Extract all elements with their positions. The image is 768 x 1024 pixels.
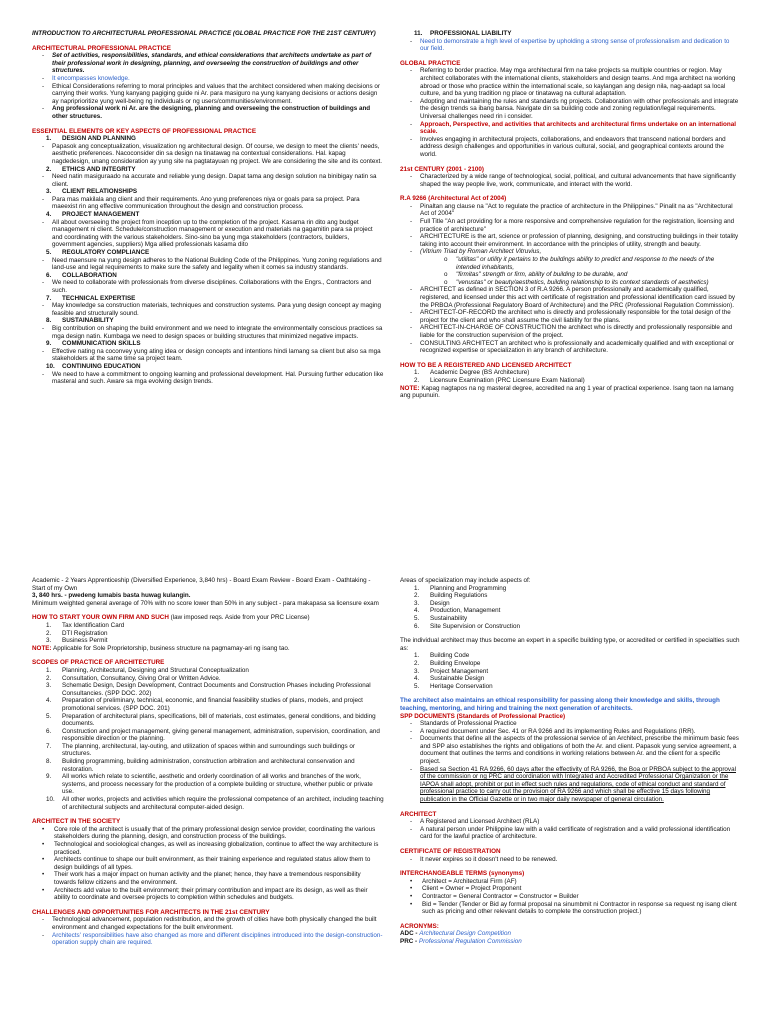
section-title-21st-century: 21st CENTURY (2001 - 2100) xyxy=(400,165,484,173)
list-item: - Involves engaging in architectural projects, collaborations, and endeavors that transcend national borders and address design challenges and opportunities in various cultural, social, and geographical contexts around the world. xyxy=(410,135,726,158)
intro-hours: 3, 840 hrs. - pwedeng lumabis basta huwag kulangin. xyxy=(32,592,191,600)
list-item xyxy=(32,826,384,841)
element-heading xyxy=(32,211,384,219)
list-item xyxy=(400,607,740,615)
section-title-spp: SPP DOCUMENTS (Standards of Professional Practice) xyxy=(400,712,566,720)
list-number: 2. xyxy=(46,674,52,682)
dash-marker: - xyxy=(42,218,45,226)
triad-item: o "venustas" or beauty/aesthetics, building relationship to its context standards of aesthetics) xyxy=(444,278,709,286)
element-number: 6. xyxy=(46,271,52,279)
element-number: 7. xyxy=(46,294,52,302)
list-number: 1. xyxy=(414,652,420,660)
list-item: - Based sa Section 41 RA 9266, 60 days after the effectivity of RA 9266, the Boa or PRBOA subject to the approval of the commission or ng PRC and coordination with Integrated and Accredited Professional Organization or the IAPOA shall adopt, prohibit or put in effect such rules and regulations, code of ethical conduct and standard of professional practice to carry out the provision of RA 9266 and which shall be effective 15 days following publication in the Official Gazette or in two major daily newspaper of general circulation. xyxy=(410,765,736,804)
list-item: - A Registered and Licensed Architect (RLA) xyxy=(410,818,540,826)
list-item: - Need to demonstrate a high level of expertise by upholding a strong sense of professionalism and dedication to our field. xyxy=(410,37,730,53)
list-item: - ARCHITECT-IN-CHARGE OF CONSTRUCTION the architect who is directly and professionally responsible and liable for the construction supervision of the project. xyxy=(410,324,733,339)
list-item xyxy=(400,901,740,916)
list-number: 3. xyxy=(414,599,420,607)
element-description xyxy=(32,279,384,294)
list-item: - ARCHITECT-OF-RECORD the architect who is directly and professionally responsible for the total design of the project for the client and who shall assume the civil liability for the plans. xyxy=(410,309,731,324)
element-number: 1. xyxy=(46,135,52,143)
list-text: Building programming, building administration, construction arbitration and architectural conservation and restoration. xyxy=(62,758,355,773)
list-item: - Set of activities, responsibilities, standards, and ethical considerations that architects undertake as part of their professional work in designing, planning, and overseeing the construction of buildings and other structures. xyxy=(42,52,372,75)
section-title-essential-elements: ESSENTIAL ELEMENTS OR KEY ASPECTS OF PROFESSIONAL PRACTICE xyxy=(32,127,257,135)
liability-heading: 11. PROFESSIONAL LIABILITY xyxy=(414,30,512,37)
section-title-how-to-register: HOW TO BE A REGISTERED AND LICENSED ARCHITECT xyxy=(400,361,572,369)
ethics-paragraph: The architect also maintains an ethical responsibility for passing along their knowledge and skills, through teaching, mentoring, and hiring and training the next generation of architects. xyxy=(400,697,720,712)
dash-marker: - xyxy=(42,324,45,332)
element-heading xyxy=(32,249,384,257)
element-description xyxy=(32,219,384,249)
intro-average: Minimum weighted general average of 70% with no score lower than 50% in any subject - para makapasa sa licensure exam xyxy=(32,599,379,607)
list-number: 3. xyxy=(46,682,52,690)
list-text: Construction and project management, giving general management, administration, supervision, coordination, and responsible direction or the planning. xyxy=(62,727,380,743)
list-item xyxy=(400,652,740,660)
section-title-challenges: CHALLENGES AND OPPORTUNITIES FOR ARCHITECTS IN THE 21st CENTURY xyxy=(32,908,270,916)
list-text: Technological and sociological changes, as well as increasing globalization, continue to affect the way architecture is practiced. xyxy=(54,841,379,856)
list-item xyxy=(32,697,384,712)
list-text: Bid = Tender (Tender or Bid ay formal proposal na sinumbmit ni Contractor in response sa request ng isang client such as pricing and other relevant details to complete the construction project.) xyxy=(422,900,737,916)
element-description xyxy=(32,173,384,188)
list-number: 8. xyxy=(46,758,52,766)
dash-marker: - xyxy=(42,256,45,264)
element-title: COMMUNICATION SKILLS xyxy=(62,340,141,348)
list-item: 2. Licensure Examination (PRC Licensure Exam National) xyxy=(414,376,585,384)
list-item: - Technological advancement, population redistribution, and the growth of cities have both physically changed the built environment and changed expectations for the built environment. xyxy=(42,916,377,931)
element-heading xyxy=(32,135,384,143)
list-text: Building Envelope xyxy=(430,659,481,667)
list-number: 4. xyxy=(46,697,52,705)
list-number: 6. xyxy=(46,727,52,735)
list-text: Design xyxy=(430,599,450,607)
element-heading xyxy=(32,166,384,174)
list-item: - It encompasses knowledge. xyxy=(42,74,130,82)
list-number: 6. xyxy=(414,622,420,630)
list-item xyxy=(400,600,740,608)
list-item: - Characterized by a wide range of technological, social, political, and cultural advancements that have significantly shaped the way people live, work, communicate, and interact with the world. xyxy=(410,173,736,188)
element-text: We need to collaborate with professionals from diverse disciplines. Collaborations with the Engrs., Contractors and such. xyxy=(52,279,372,294)
list-text: Preparation of architectural plans, specifications, bill of materials, cost estimates, general conditions, and bidding documents. xyxy=(62,712,376,728)
intro-paragraph: Academic - 2 Years Apprenticeship (Diversified Experience, 3,840 hrs) - Board Exam Review - Board Exam - Oathtaking - Start of my Own xyxy=(32,577,371,592)
bullet-marker: • xyxy=(42,871,45,879)
list-item: 2. DTI Registration xyxy=(46,629,108,637)
list-text: Client = Owner = Project Proponent xyxy=(422,885,522,893)
list-number: 2. xyxy=(414,659,420,667)
element-text: All about overseeing the project from inception up to the completion of the project. Kasama rin dito ang budget management ni client. Schedule/construction management or execution and materials na gagamitin para sa project and coordinating with the various stakeholders. Sino-sino ba yung mga stakeholders (contractors, builders, government agencies, suppliers) Mga allied professionals kasama dito xyxy=(52,218,373,249)
list-text: Core role of the architect is usually that of the primary professional design service provider, coordinating the various stakeholders during the planning, design, and construction process of the buildings. xyxy=(54,825,376,841)
list-item: - Approach, Perspective, and activities that architects and architectural firms undertake on an international scale. xyxy=(410,120,736,136)
list-text: Architects add value to the built environment; their primary contribution and impact are its design, as well as their ability to coordinate and oversee projects to completion within schedules and budgets. xyxy=(54,886,368,902)
list-number: 1. xyxy=(46,666,52,674)
list-item: - A required document under Sec. 41 or RA 9266 and its implementing Rules and Regulations (IRR). xyxy=(410,727,696,735)
list-item: - ARCHITECTURE is the art, science or profession of planning, designing, and constructing buildings in their totality taking into account their environment. In accordance with the principles of utility, strength and beauty. xyxy=(410,233,739,248)
list-item xyxy=(32,728,384,743)
list-item: - Ethical Considerations referring to moral principles and values that the architect considered when making decisions or carrying their works. Yung kanyang pagiging guide ni Ar. para masiguro na yung kanyang decisions or actions design ay napriprioritize yung well-being ng individuals or ng users/communities/environment. xyxy=(42,82,380,105)
element-heading xyxy=(32,363,384,371)
areas-intro: Areas of specialization may include aspects of: xyxy=(400,577,531,584)
column-bottom-right xyxy=(400,577,740,946)
society-list xyxy=(32,826,384,902)
areas-list xyxy=(400,585,740,631)
element-title: REGULATORY COMPLIANCE xyxy=(62,249,150,257)
bullet-marker: • xyxy=(410,892,413,900)
element-description xyxy=(32,257,384,272)
list-item xyxy=(400,668,740,676)
element-title: COLLABORATION xyxy=(62,271,117,279)
dash-marker: - xyxy=(42,370,45,378)
interchangeable-list xyxy=(400,878,740,916)
list-item: - Adopting and maintaining the rules and standards ng projects. Collaboration with other professionals and integrate the design trends sa ibang bansa. Navigate din sa building code and zoning regulation/legal requirements. Universal challenges need rin i consider. xyxy=(410,97,739,120)
triad-item: o "firmitas" strength or firm, ability of building to be durable, and xyxy=(444,271,628,279)
element-number: 9. xyxy=(46,340,52,348)
element-number: 3. xyxy=(46,188,52,196)
list-item xyxy=(32,743,384,758)
list-item xyxy=(400,683,740,691)
firm-heading: HOW TO START YOUR OWN FIRM AND SUCH (law imposed reqs. Aside from your PRC License) xyxy=(32,614,310,622)
list-item xyxy=(32,841,384,856)
list-text: Preparation of preliminary, technical, economic, and financial feasibility studies of plans, models, and project promotional services. (SPP DOC. 201) xyxy=(62,697,363,712)
list-item xyxy=(32,856,384,871)
list-item: - ARCHITECT as defined in SECTION 3 of R.A 9266. A person professionally and academically qualified, registered, and licensed under this act with certificate of registration and professional identification card issued by the PRBOA (Professional Regulatory Board of Architecture) and the PRC (Professional Regulation Commission). xyxy=(410,286,736,309)
column-bottom-left xyxy=(32,577,384,947)
section-title-society: ARCHITECT IN THE SOCIETY xyxy=(32,818,121,826)
dash-marker: - xyxy=(42,195,45,203)
section-title-acronyms: ACRONYMS: xyxy=(400,922,439,930)
list-item: - (Vitrium Triad by Roman Architect Vitruvius, xyxy=(410,248,542,256)
essential-elements-list xyxy=(32,135,384,386)
element-title: CONTINUING EDUCATION xyxy=(62,362,141,370)
element-description xyxy=(32,143,384,166)
column-top-left xyxy=(32,30,384,386)
list-item: - Referring to border practice. May mga architectural firm na take projects sa multiple countries or region. May architect collaborates with the international clients, stakeholders and design teams. And mga architect na working abroad or those who practice within the international scale, so kaylangan ang design nila, nag-aadapt sa local culture, and ba yung tradition ng place or tinatawag na cultural adaptation. xyxy=(410,67,736,98)
element-description xyxy=(32,371,384,386)
element-text: Para mas makilala ang client and their requirements. Ano yung preferences niya or goals para sa project. Para maeexist rin ang effective communication throughout the design and construction process. xyxy=(52,195,360,211)
list-item xyxy=(32,675,384,683)
list-text: All other works, projects and activities which require the professional competence of an architect, including teaching of architectural subjects and architectural computer-aided design. xyxy=(62,796,384,811)
element-heading xyxy=(32,317,384,325)
section-title-professional-practice: ARCHITECTURAL PROFESSIONAL PRACTICE xyxy=(32,44,172,52)
list-number: 2. xyxy=(414,592,420,600)
element-text: Big contribution on shaping the build environment and we need to integrate the environmentally conscious practices sa mga design natin. Kumbaga we need to design spaces or building structures that minimized negative impacts. xyxy=(52,324,383,340)
element-description xyxy=(32,302,384,317)
list-item xyxy=(400,878,740,886)
bullet-marker: • xyxy=(42,841,45,848)
element-number: 5. xyxy=(46,249,52,257)
element-heading xyxy=(32,340,384,348)
list-text: Their work has a major impact on human activity and the planet; hence, they have a tremendous responsibility towards fellow citizens and the environment. xyxy=(54,871,361,886)
list-text: Sustainability xyxy=(430,614,468,622)
element-description xyxy=(32,325,384,340)
expert-intro: The individual architect may thus become an expert in a specific building type, or accredited or certified in specialties such as: xyxy=(400,637,740,652)
element-text: Need natin masiguraado na accurate and reliable yung design. Dapat tama ang design solution na binibigay natin sa client. xyxy=(52,173,377,188)
bullet-marker: • xyxy=(410,900,413,908)
list-item xyxy=(32,758,384,773)
element-text: Papasok ang conceptualization, visualization ng architectural design. Of course, we design to meet the clients' needs, aesthetic preferences. Nacoconsider din sa design na tinatawag na contextual considerations. Hal. kapag nagdedesign, unang consideration ay yung site na pagtatayuan ng project. We are considering the site and its context. xyxy=(52,142,382,165)
bullet-marker: • xyxy=(42,856,45,864)
section-title-global-practice: GLOBAL PRACTICE xyxy=(400,59,461,67)
list-item xyxy=(400,660,740,668)
element-title: SUSTAINABILITY xyxy=(62,317,114,325)
section-title-ra-9266: R.A 9266 (Architectural Act of 2004) xyxy=(400,195,507,203)
element-text: Effective nating na coconvey yung ating idea or design concepts and intentions hindi lamang sa client but also sa mga stakeholders at the same time sa project team. xyxy=(52,347,381,363)
dash-marker: - xyxy=(42,142,45,150)
list-number: 4. xyxy=(414,675,420,683)
element-heading xyxy=(32,272,384,280)
list-item: - Full Title "An act providing for a more responsive and comprehensive regulation for the registration, licensing and practice of architecture" xyxy=(410,218,735,233)
list-text: Production, Management xyxy=(430,607,501,615)
section-title-architect: ARCHITECT xyxy=(400,810,437,818)
list-item xyxy=(32,773,384,796)
firm-note: NOTE: Applicable for Sole Proprietorship, business structure na pagmamay-ari ng isang tao. xyxy=(32,644,290,652)
list-item: - Documents that define all the aspects of the professional service of an Architect, prescribe the minimum basic fees and SPP also establishes the rights and obligations of both the Ar. and client. Papasok yung service agreement, a document that outlines the terms and conditions in working relations between Ar. and the client for a specific project. xyxy=(410,735,739,766)
list-item: - CONSULTING ARCHITECT an architect who is professionally and academically qualified and with exceptional or recognized expertise or specialization in any branch of architecture. xyxy=(410,339,735,355)
expert-list xyxy=(400,652,740,690)
list-item xyxy=(400,592,740,600)
element-number: 10. xyxy=(46,362,55,370)
element-number: 2. xyxy=(46,165,52,173)
element-text: We need to have a commitment to ongoing learning and professional development. Hal. Pursuing further education like masteral and such. Aware sa mga evolving design trends. xyxy=(52,370,384,386)
list-number: 10. xyxy=(46,796,55,804)
list-text: Building Regulations xyxy=(430,592,488,600)
list-item xyxy=(32,713,384,728)
list-item xyxy=(400,885,740,893)
list-item xyxy=(32,682,384,697)
dash-marker: - xyxy=(42,302,45,310)
element-heading xyxy=(32,188,384,196)
list-text: Contractor = General Contractor = Constructor = Builder xyxy=(422,892,579,900)
list-number: 5. xyxy=(46,712,52,720)
bullet-marker: • xyxy=(42,825,45,833)
list-number: 3. xyxy=(414,667,420,675)
list-item: 3. Business Permit xyxy=(46,637,108,645)
column-top-right xyxy=(400,30,740,400)
list-number: 4. xyxy=(414,607,420,615)
list-item: - Architects' responsibilities have also changed as more and different disciplines introduced into the design-construction-operation supply chain are required. xyxy=(42,931,383,947)
section-title-interchangeable: INTERCHANGEABLE TERMS (synonyms) xyxy=(400,870,525,878)
list-item xyxy=(32,796,384,811)
list-text: Project Management xyxy=(430,667,489,675)
element-text: May knowledge sa construction materials, techniques and construction systems. Para yung design concept ay maging feasible and structurally sound. xyxy=(52,302,382,317)
list-text: All works which relate to scientific, aesthetic and orderly coordination of all works and branches of the work, systems, and process necessary for the production of a complete building or structure, whether public or private use. xyxy=(62,773,373,796)
list-item xyxy=(32,667,384,675)
element-title: CLIENT RELATIONSHIPS xyxy=(62,188,138,196)
list-number: 5. xyxy=(414,682,420,690)
list-number: 1. xyxy=(414,584,420,592)
list-item xyxy=(32,871,384,886)
list-item xyxy=(400,675,740,683)
acronym-item: PRC - Professional Regulation Commission xyxy=(400,937,522,945)
document-title: INTRODUCTION TO ARCHITECTURAL PROFESSIONAL PRACTICE (GLOBAL PRACTICE FOR THE 21ST CENTURY) xyxy=(32,30,376,37)
dash-marker: - xyxy=(42,279,45,287)
element-heading xyxy=(32,295,384,303)
scope-list xyxy=(32,667,384,811)
element-text: Need maensure na yung design adheres to the National Building Code of the Philippines. Yung zoning regulations and land-use and legal requirements to make sure the safety and legality when it comes sa industry standards. xyxy=(52,256,382,272)
list-text: Schematic Design, Design Development, Contract Documents and Construction Phases including Professional Consultancies. (SPP DOC. 202) xyxy=(62,682,371,697)
list-text: The planning, architectural, lay-outing, and utilization of spaces within and surroundings such buildings or structures. xyxy=(62,742,355,758)
note-paragraph: NOTE: Kapag nagtapos na ng masteral degree, accredited na ang 1 year of practical experience. Isang taon na lamang ang pupunuin. xyxy=(400,384,734,400)
section-title-scope: SCOPES OF PRACTICE OF ARCHITECTURE xyxy=(32,659,165,667)
list-item xyxy=(400,893,740,901)
dash-marker: - xyxy=(42,347,45,355)
element-description xyxy=(32,348,384,363)
list-item: - Pinaltan ang clause na "Act to regulate the practice of architecture in the Philippines." Pinalit na as "Architectural Act of 2004" xyxy=(410,202,733,218)
list-text: Building Code xyxy=(430,652,470,660)
list-number: 5. xyxy=(414,614,420,622)
bullet-marker: • xyxy=(410,877,413,885)
list-text: Planning and Programming xyxy=(430,584,507,592)
list-item: 1. Academic Degree (BS Architecture) xyxy=(414,369,530,377)
list-text: Architects continue to shape our built environment, as their training experience and regulated status allow them to design buildings of all types. xyxy=(54,856,371,871)
acronym-item: ADC - Architectural Design Competition xyxy=(400,930,511,938)
element-title: TECHNICAL EXPERTISE xyxy=(62,294,136,302)
list-item: - A natural person under Philippine law with a valid certificate of registration and a valid professional identification card for the lawful practice of architecture. xyxy=(410,825,731,841)
list-number: 7. xyxy=(46,742,52,750)
list-item: - Standards of Professional Practice xyxy=(410,720,517,728)
element-title: DESIGN AND PLANNING xyxy=(62,135,136,143)
list-item: - It never expires so it doesn't need to be renewed. xyxy=(410,855,558,863)
element-number: 4. xyxy=(46,211,52,219)
list-item: 1. Tax Identification Card xyxy=(46,621,125,629)
list-item xyxy=(32,887,384,902)
triad-item: o "utilitas" or utility it pertains to the buildings ability to predict and response to the needs of the intended inhabitants, xyxy=(444,256,715,271)
list-item xyxy=(400,623,740,631)
list-text: Sustainable Design xyxy=(430,675,485,683)
list-text: Architect = Architectural Firm (AF) xyxy=(422,877,517,885)
element-title: ETHICS AND INTEGRITY xyxy=(62,165,136,173)
element-description xyxy=(32,196,384,211)
list-number: 9. xyxy=(46,773,52,781)
list-text: Planning, Architectural, Designing and Structural Conceptualization xyxy=(62,666,249,674)
list-item xyxy=(400,615,740,623)
bullet-marker: • xyxy=(42,886,45,894)
bullet-marker: • xyxy=(410,885,413,893)
section-title-certificate: CERTIFICATE OF REGISTRATION xyxy=(400,848,501,855)
list-text: Heritage Conservation xyxy=(430,682,493,690)
list-item: - Ang professional work ni Ar. are the designing, planning and overseeing the construction of buildings and other structures. xyxy=(42,105,371,120)
list-text: Consultation, Consultancy, Giving Oral or Written Advice. xyxy=(62,674,221,682)
list-item xyxy=(400,585,740,593)
element-number: 8. xyxy=(46,317,52,325)
dash-marker: - xyxy=(42,173,45,181)
list-text: Site Supervision or Construction xyxy=(430,622,520,630)
element-title: PROJECT MANAGEMENT xyxy=(62,211,140,219)
